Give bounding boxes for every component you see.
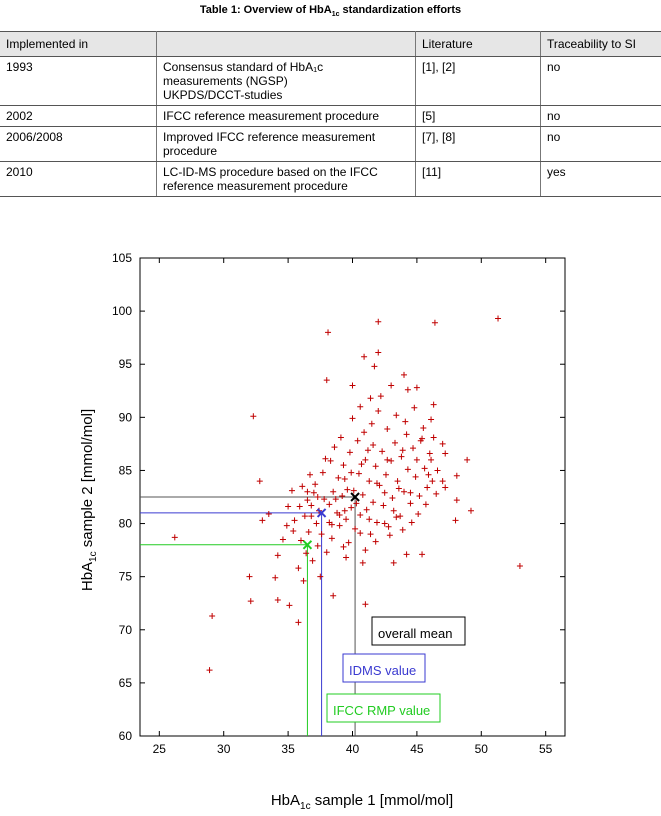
x-tick-label: 45	[410, 742, 424, 756]
desc-line: measurements (NGSP)	[163, 74, 288, 88]
table-row	[0, 57, 661, 106]
row-year: 2010	[0, 162, 157, 197]
y-tick-label: 105	[111, 251, 132, 265]
row-traceability: no	[541, 106, 661, 127]
row-literature: [11]	[416, 162, 541, 197]
table-row	[0, 162, 661, 197]
row-description	[157, 57, 416, 106]
hba1c-scatter-chart	[0, 240, 661, 816]
x-axis-label: HbA$_{1c}$ sample 1 [mmol/mol]	[270, 792, 454, 812]
row-literature: [1], [2]	[416, 57, 541, 106]
header-traceability: Traceability to SI	[541, 32, 661, 57]
y-tick-label: 65	[118, 675, 132, 690]
row-literature: [5]	[416, 106, 541, 127]
x-tick-label: 35	[281, 742, 295, 756]
header-implemented-in: Implemented in	[0, 32, 157, 57]
table-row	[0, 106, 661, 127]
overall-mean-label: overall mean	[378, 626, 453, 641]
idms-value-label: IDMS value	[349, 663, 417, 678]
table-header-row	[0, 32, 661, 57]
x-tick-label: 40	[345, 742, 360, 756]
row-traceability: yes	[541, 162, 661, 197]
y-tick-label: 70	[118, 622, 132, 637]
row-year: 2006/2008	[0, 127, 157, 162]
desc-line: reference measurement procedure	[163, 179, 348, 193]
row-traceability: no	[541, 127, 661, 162]
y-axis-label: HbA$_{1c}$ sample 2 [mmol/mol]	[79, 408, 99, 592]
x-tick-label: 30	[217, 742, 231, 756]
row-description	[157, 106, 416, 127]
desc-line: Consensus standard of HbA₁c	[163, 60, 324, 74]
x-tick-label: 25	[152, 742, 166, 756]
header-description	[157, 32, 416, 57]
desc-line: IFCC reference measurement procedure	[163, 109, 380, 123]
desc-line: UKPDS/DCCT-studies	[163, 88, 283, 102]
y-tick-label: 80	[118, 516, 132, 531]
row-year: 1993	[0, 57, 157, 106]
desc-line: LC-ID-MS procedure based on the IFCC	[163, 165, 378, 179]
row-traceability: no	[541, 57, 661, 106]
x-tick-label: 55	[539, 742, 553, 756]
y-tick-label: 75	[118, 569, 132, 584]
row-year: 2002	[0, 106, 157, 127]
x-tick-label: 50	[474, 742, 488, 756]
row-description	[157, 162, 416, 197]
y-tick-label: 60	[118, 729, 132, 743]
y-tick-label: 90	[118, 410, 132, 425]
y-tick-label: 95	[118, 357, 132, 372]
table-caption: Table 1: Overview of HbA$_{1c}$ standardization efforts	[199, 4, 462, 19]
hba1c-standardization-table	[0, 31, 661, 197]
y-tick-label: 85	[118, 463, 132, 478]
row-literature: [7], [8]	[416, 127, 541, 162]
table-row	[0, 127, 661, 162]
header-literature: Literature	[416, 32, 541, 57]
y-tick-label: 100	[111, 304, 132, 319]
ifcc-rmp-value-label: IFCC RMP value	[333, 703, 431, 718]
desc-line: procedure	[163, 144, 218, 158]
desc-line: Improved IFCC reference measurement	[163, 130, 376, 144]
row-description	[157, 127, 416, 162]
